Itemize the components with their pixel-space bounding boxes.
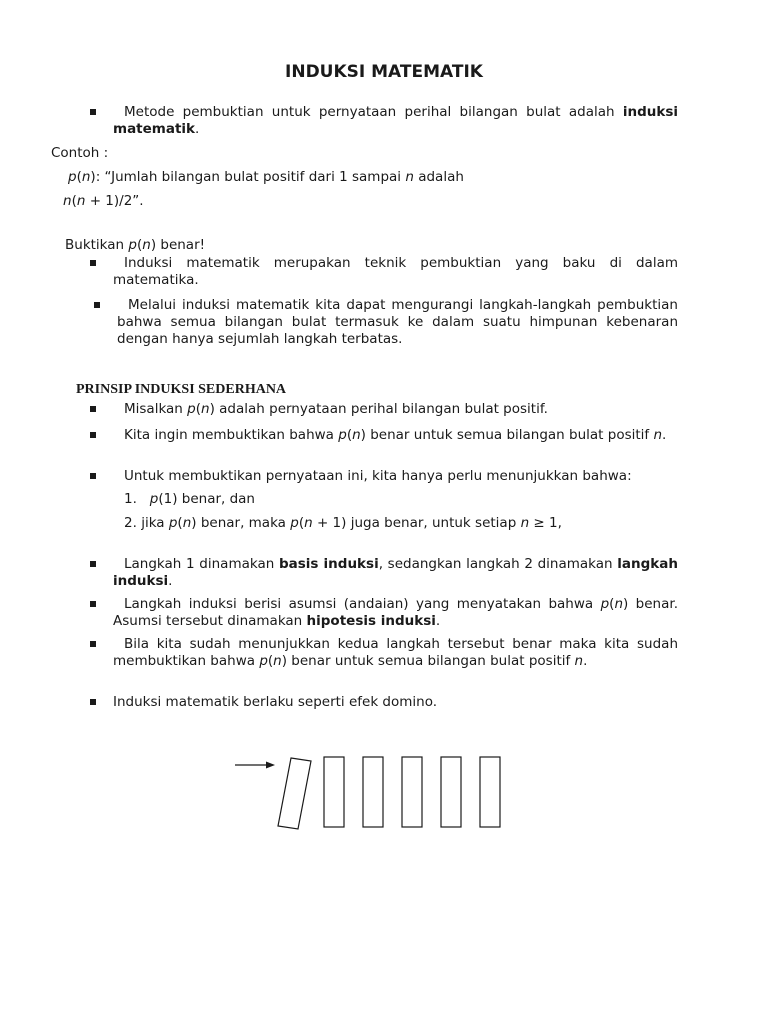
bullet-marker [90,406,96,412]
contoh-label: Contoh : [51,145,109,161]
domino [402,757,422,827]
intro-bullet-3: Melalui induksi matematik kita dapat mengurangi langkah-langkah pembuktian bahwa semua bilangan bulat termasuk ke dalam suatu himpunan kebenaran dengan hanya sejumlah langkah terbatas. [117,297,678,347]
domino [441,757,461,827]
bullet-marker [90,432,96,438]
section-bullet-5: Langkah induksi berisi asumsi (andaian) yang menyatakan bahwa p(n) benar. Asumsi tersebut dinamakan hipotesis induksi. [113,596,678,629]
example-line-1: p(n): “Jumlah bilangan bulat positif dari 1 sampai n adalah [68,169,464,185]
domino [324,757,344,827]
bullet-marker [90,699,96,705]
section-bullet-2: Kita ingin membuktikan bahwa p(n) benar untuk semua bilangan bulat positif n. [124,427,667,443]
buktikan-line: Buktikan p(n) benar! [65,237,206,253]
section-bullet-4: Langkah 1 dinamakan basis induksi, sedangkan langkah 2 dinamakan langkah induksi. [113,556,679,589]
section-bullet-1: Misalkan p(n) adalah pernyataan perihal bilangan bulat positif. [124,401,548,417]
step-2: 2. jika p(n) benar, maka p(n + 1) juga benar, untuk setiap n ≥ 1, [124,515,562,531]
section-bullet-7: Induksi matematik berlaku seperti efek domino. [113,694,438,710]
bullet-marker [94,302,100,308]
bullet-marker [90,260,96,266]
domino-figure [225,750,515,840]
bullet-marker [90,641,96,647]
push-arrow [235,762,275,769]
intro-bullet-2: Induksi matematik merupakan teknik pembuktian yang baku di dalam matematika. [113,255,678,288]
page-title: INDUKSI MATEMATIK [285,62,483,82]
bullet-marker [90,601,96,607]
intro-bullet-1: Metode pembuktian untuk pernyataan perihal bilangan bulat adalah induksi matematik. [113,104,678,137]
bullet-marker [90,561,96,567]
step-1: 1. p(1) benar, dan [124,491,255,507]
example-line-2: n(n + 1)/2”. [63,193,144,209]
section-bullet-6: Bila kita sudah menunjukkan kedua langkah tersebut benar maka kita sudah membuktikan bahwa p(n) benar untuk semua bilangan bulat positif n. [113,636,678,669]
domino-tilted [278,758,311,829]
bullet-marker [90,109,96,115]
section-bullet-3: Untuk membuktikan pernyataan ini, kita hanya perlu menunjukkan bahwa: [124,468,632,484]
domino [480,757,500,827]
domino [363,757,383,827]
bullet-marker [90,473,96,479]
section-heading: PRINSIP INDUKSI SEDERHANA [76,382,287,397]
